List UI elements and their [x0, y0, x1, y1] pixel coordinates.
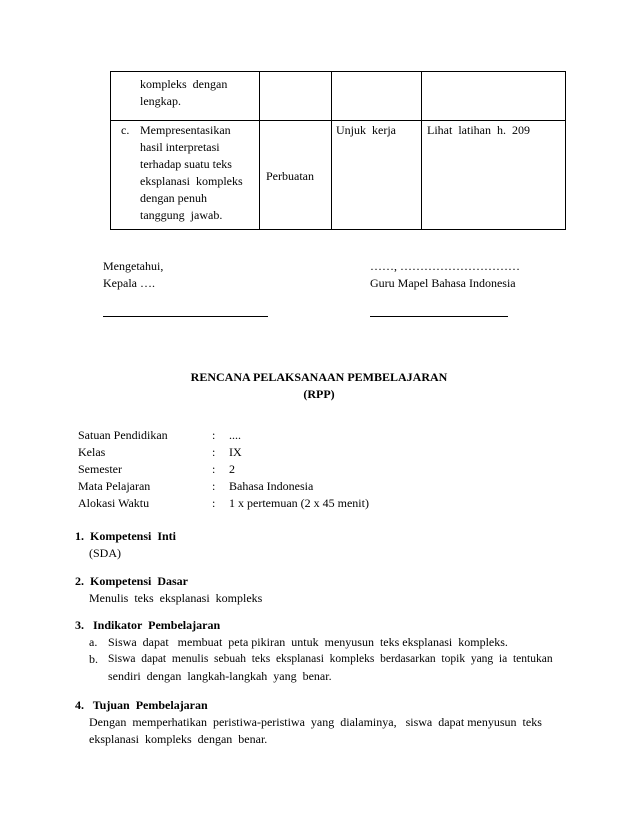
table-cell-indicator-cont-1: kompleks dengan: [140, 77, 228, 91]
table-cell-indicator-cont-2: lengkap.: [140, 94, 181, 108]
section-1-heading: 1. Kompetensi Inti: [75, 529, 177, 543]
table-cell-indicator-line-2: hasil interpretasi: [140, 140, 220, 154]
identity-value-class: IX: [229, 445, 242, 459]
section-4-line-2: eksplanasi kompleks dengan benar.: [89, 732, 268, 746]
page-subtitle: (RPP): [303, 387, 335, 401]
identity-label-class: Kelas: [78, 445, 106, 459]
table-cell-indicator-line-4: eksplanasi kompleks: [140, 174, 243, 188]
table-col-line-4: [421, 71, 422, 230]
section-4-line-1: Dengan memperhatikan peristiwa-peristiwa yang dialaminya, siswa dapat menyusun teks: [89, 715, 542, 729]
signature-right-line-2: Guru Mapel Bahasa Indonesia: [370, 276, 516, 290]
table-cell-assessment-type: Perbuatan: [266, 169, 314, 183]
signature-left-line-2: Kepala ….: [103, 276, 155, 290]
section-3-item-b-letter: b.: [89, 652, 98, 666]
section-1-body: (SDA): [89, 546, 121, 560]
signature-line-right: [370, 316, 508, 317]
table-cell-indicator-line-1: Mempresentasikan: [140, 123, 231, 137]
section-2-heading: 2. Kompetensi Dasar: [75, 574, 188, 588]
table-col-line-5: [565, 71, 566, 230]
section-4-heading: 4. Tujuan Pembelajaran: [75, 698, 208, 712]
table-col-line-1: [110, 71, 111, 230]
identity-sep-time: :: [212, 496, 216, 510]
page-title: RENCANA PELAKSANAAN PEMBELAJARAN: [190, 370, 448, 384]
identity-sep-school: :: [212, 428, 216, 442]
identity-label-semester: Semester: [78, 462, 122, 476]
table-cell-indicator-line-6: tanggung jawab.: [140, 208, 223, 222]
section-3-item-a-letter: a.: [89, 635, 98, 649]
identity-label-subject: Mata Pelajaran: [78, 479, 151, 493]
identity-value-semester: 2: [229, 462, 235, 476]
signature-left-line-1: Mengetahui,: [103, 259, 164, 273]
identity-label-time: Alokasi Waktu: [78, 496, 150, 510]
identity-sep-class: :: [212, 445, 216, 459]
table-cell-indicator-line-3: terhadap suatu teks: [140, 157, 232, 171]
section-3-item-b-line-2: sendiri dengan langkah-langkah yang benar.: [108, 669, 332, 683]
table-cell-technique: Unjuk kerja: [336, 123, 396, 137]
table-col-line-2: [259, 71, 260, 230]
table-cell-letter: c.: [121, 123, 130, 137]
signature-line-left: [103, 316, 268, 317]
section-2-body: Menulis teks eksplanasi kompleks: [89, 591, 263, 605]
section-3-heading: 3. Indikator Pembelajaran: [75, 618, 221, 632]
identity-label-school: Satuan Pendidikan: [78, 428, 168, 442]
identity-value-school: ....: [229, 428, 241, 442]
assessment-table: [110, 71, 566, 230]
table-cell-instrument: Lihat latihan h. 209: [427, 123, 530, 137]
signature-right-line-1: ……, …………………………: [370, 259, 520, 273]
identity-value-time: 1 x pertemuan (2 x 45 menit): [229, 496, 369, 510]
table-border-bottom: [110, 229, 566, 230]
section-3-item-a: Siswa dapat membuat peta pikiran untuk menyusun teks eksplanasi kompleks.: [108, 635, 508, 649]
identity-sep-subject: :: [212, 479, 216, 493]
section-3-item-b-line-1: Siswa dapat menulis sebuah teks eksplanasi kompleks berdasarkan topik yang ia tentukan: [108, 653, 553, 665]
identity-sep-semester: :: [212, 462, 216, 476]
table-cell-indicator-line-5: dengan penuh: [140, 191, 207, 205]
table-border-top: [110, 71, 566, 72]
identity-value-subject: Bahasa Indonesia: [229, 479, 314, 493]
table-row-divider: [110, 120, 566, 121]
table-col-line-3: [331, 71, 332, 230]
